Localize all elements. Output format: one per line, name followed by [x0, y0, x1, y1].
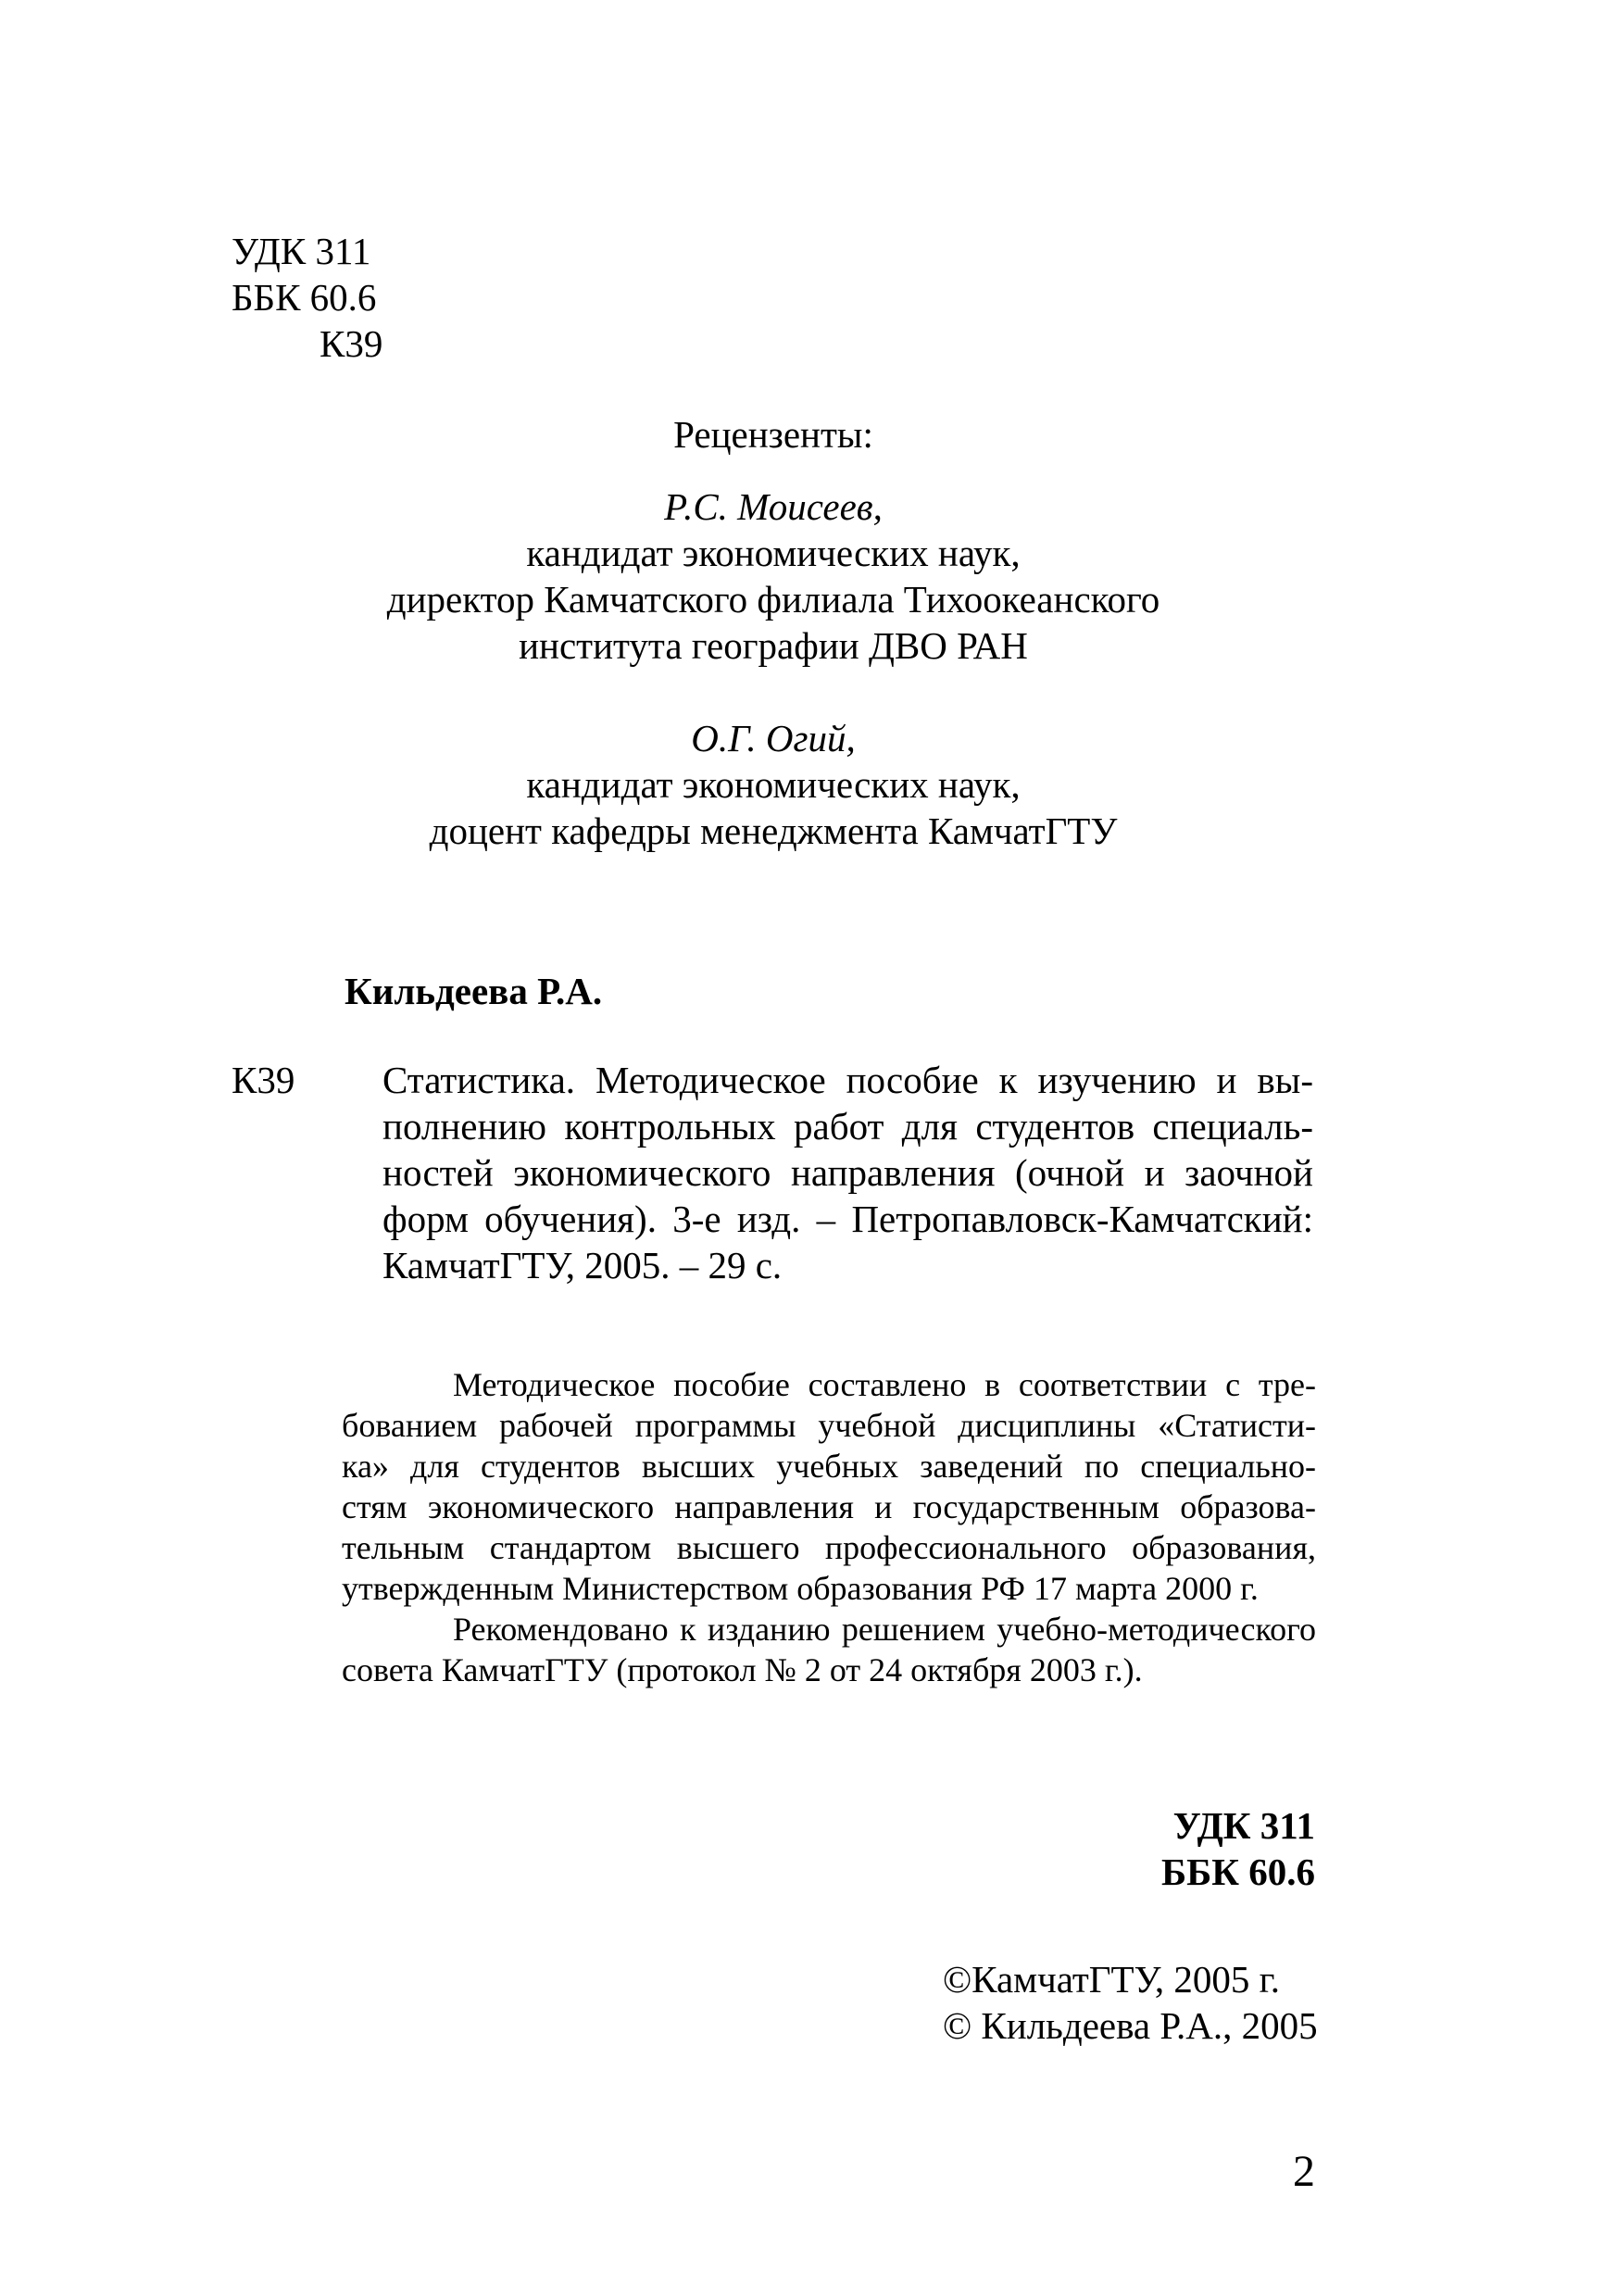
annotation-line: ка» для студентов высших учебных заведений по специально- [342, 1448, 1316, 1485]
reviewer-1 [0, 483, 1547, 669]
page-number: 2 [1293, 2147, 1315, 2196]
annotation-paragraph [342, 1364, 1316, 1690]
annotation-line: стям экономического направления и государственным образова- [342, 1488, 1316, 1525]
annotation-line: утвержденным Министерством образования РФ 17 марта 2000 г. [342, 1570, 1259, 1607]
copyright-line: ©КамчатГТУ, 2005 г. [943, 1958, 1281, 2001]
copyright-block [943, 1956, 1318, 2049]
reviewer-name: О.Г. Огий, [691, 717, 856, 759]
bbk-code-bottom: ББК 60.6 [1161, 1851, 1315, 1893]
udk-bottom-block [1019, 1802, 1315, 1895]
reviewers-section [0, 411, 1547, 854]
bibliographic-entry [382, 1057, 1313, 1288]
copyright-line: © Кильдеева Р.А., 2005 [943, 2004, 1318, 2047]
udk-code-bottom: УДК 311 [1172, 1804, 1315, 1847]
reviewers-heading: Рецензенты: [673, 413, 873, 456]
reviewer-line: кандидат экономических наук, [526, 763, 1021, 806]
classification-block [232, 228, 382, 367]
entry-line: ностей экономического направления (очной и заочной [382, 1151, 1313, 1194]
entry-line: КамчатГТУ, 2005. – 29 с. [382, 1244, 783, 1286]
bbk-code: ББК 60.6 [232, 276, 377, 319]
annotation-line: Рекомендовано к изданию решением учебно-методического [453, 1611, 1316, 1648]
reviewer-line: директор Камчатского филиала Тихоокеанского [386, 578, 1160, 621]
entry-line: Статистика. Методическое пособие к изучению и вы- [382, 1059, 1313, 1101]
reviewer-line: института географии ДВО РАН [519, 624, 1028, 667]
entry-line: полнению контрольных работ для студентов специаль- [382, 1105, 1313, 1148]
udk-code: УДК 311 [232, 230, 371, 272]
annotation-line: бованием рабочей программы учебной дисциплины «Статисти- [342, 1407, 1316, 1444]
author-name: Кильдеева Р.А. [345, 970, 603, 1012]
entry-code: К39 [232, 1059, 295, 1101]
reviewer-line: кандидат экономических наук, [526, 532, 1021, 574]
author-mark: К39 [320, 322, 383, 365]
entry-line: форм обучения). 3-е изд. – Петропавловск-Камчатский: [382, 1198, 1313, 1240]
annotation-line: тельным стандартом высшего профессионального образования, [342, 1529, 1316, 1566]
reviewer-2 [0, 715, 1547, 854]
reviewer-name: Р.С. Моисеев, [664, 485, 883, 528]
annotation-line: совета КамчатГТУ (протокол № 2 от 24 октября 2003 г.). [342, 1651, 1143, 1688]
annotation-line: Методическое пособие составлено в соответствии с тре- [453, 1366, 1316, 1403]
reviewer-line: доцент кафедры менеджмента КамчатГТУ [429, 809, 1118, 852]
